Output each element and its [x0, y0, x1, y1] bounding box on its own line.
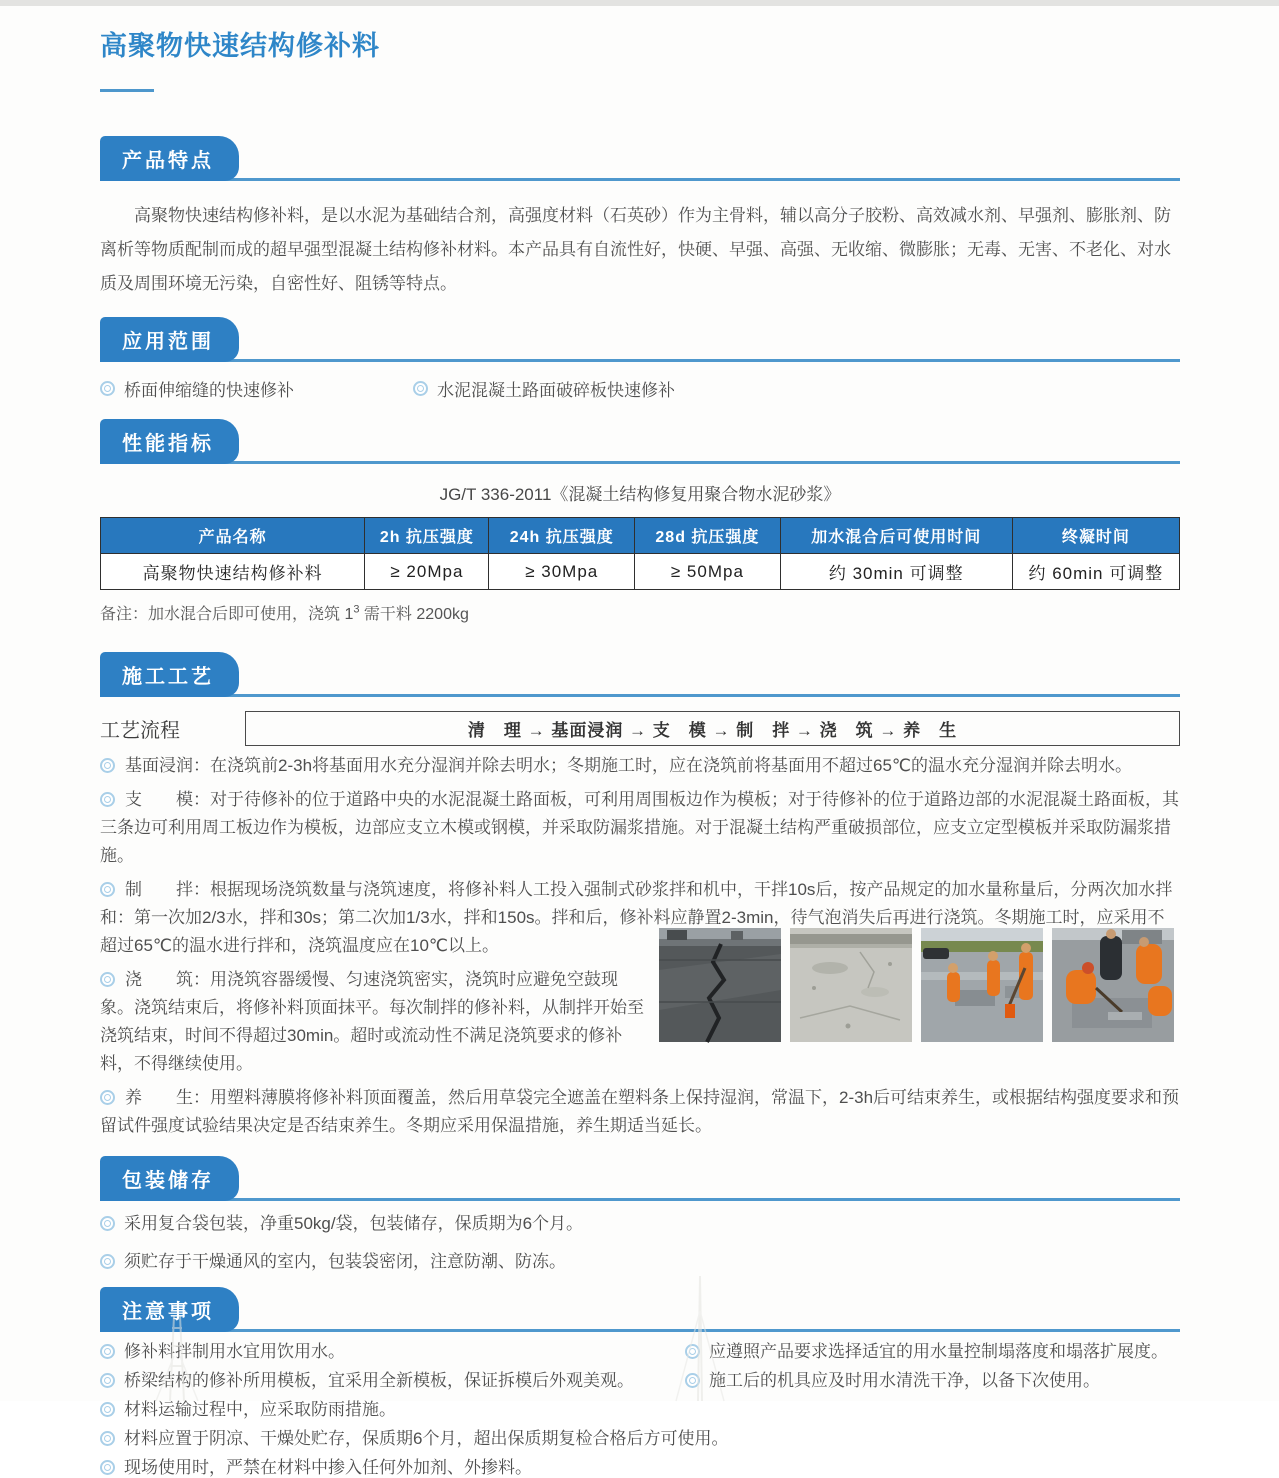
- process-flow-row: [100, 711, 1180, 746]
- notice-text: 材料应置于阴凉、干燥处贮存，保质期6个月，超出保质期复检合格后方可使用。: [124, 1429, 729, 1448]
- section-features: [100, 136, 1180, 301]
- title-underline: [100, 89, 154, 92]
- section-header-rule: [100, 1156, 1180, 1201]
- table-note: [100, 601, 1180, 624]
- ring-bullet-icon: [100, 1402, 115, 1417]
- applications-list: [100, 376, 1180, 401]
- col-header-final-set-time: 终凝时间: [1012, 518, 1179, 554]
- ring-bullet-icon: [100, 758, 115, 773]
- table-row: [101, 554, 1180, 590]
- notice-text: 材料运输过程中，应采取防雨措施。: [124, 1400, 396, 1419]
- notice-text: 应遵照产品要求选择适宜的用水量控制塌落度和塌落扩展度。: [709, 1342, 1168, 1361]
- cell-2h-strength: ≥ 20Mpa: [365, 554, 489, 590]
- packaging-text: 须贮存于干燥通风的室内，包装袋密闭，注意防潮、防冻。: [124, 1252, 566, 1271]
- cell-usable-time: 约 30min 可调整: [780, 554, 1012, 590]
- ring-bullet-icon: [100, 1090, 115, 1105]
- application-label: 桥面伸缩缝的快速修补: [124, 381, 294, 400]
- section-process: [100, 652, 1180, 1140]
- ring-bullet-icon: [685, 1344, 700, 1359]
- section-badge-notices: 注意事项: [100, 1287, 239, 1332]
- section-badge-packaging: 包装储存: [100, 1156, 239, 1201]
- notice-item: [100, 1457, 1180, 1478]
- standard-reference: JG/T 336-2011《混凝土结构修复用聚合物水泥砂浆》: [439, 485, 841, 504]
- notice-text: 修补料拌制用水宜用饮用水。: [124, 1342, 345, 1361]
- notice-item: [100, 1399, 1180, 1420]
- section-performance: [100, 419, 1180, 624]
- col-header-product-name: 产品名称: [101, 518, 365, 554]
- process-step: [100, 1084, 1180, 1140]
- application-label: 水泥混凝土路面破碎板快速修补: [437, 381, 675, 400]
- col-header-28d-strength: 28d 抗压强度: [635, 518, 781, 554]
- ring-bullet-icon: [100, 1216, 115, 1231]
- section-header-rule: [100, 1287, 1180, 1332]
- flow-label: 工艺流程: [100, 720, 180, 742]
- col-header-usable-time: 加水混合后可使用时间: [780, 518, 1012, 554]
- note-text-suffix: 需干料 2200kg: [359, 606, 469, 623]
- notice-text: 现场使用时，严禁在材料中掺入任何外加剂、外掺料。: [124, 1458, 532, 1477]
- ring-bullet-icon: [413, 381, 428, 396]
- photo-damaged-concrete-slab: [790, 928, 912, 1042]
- step-text: 制 拌：根据现场浇筑数量与浇筑速度，将修补料人工投入强制式砂浆拌和机中，干拌10s后，按产品规定的加水量称量后，分两次加水拌和：第一次加2/3水，拌和30s；第二次加1/3水，拌和150s。拌和后，修补料应静置2-3min，待气泡消失后再进行浇筑。冬期施工时，应采用不超过65℃的温水进行拌和，浇筑温度应在10℃以上。: [100, 880, 1173, 955]
- process-step: [100, 752, 1180, 780]
- photo-cracked-pavement: [659, 928, 781, 1042]
- ring-bullet-icon: [100, 1344, 115, 1359]
- ring-bullet-icon: [100, 1254, 115, 1269]
- process-steps: [100, 752, 1180, 1140]
- notice-item: [100, 1341, 685, 1362]
- packaging-item: [100, 1247, 1180, 1277]
- cell-24h-strength: ≥ 30Mpa: [489, 554, 635, 590]
- process-photo-strip: [659, 928, 1174, 1042]
- page-title: 高聚物快速结构修补料: [100, 31, 380, 61]
- cell-final-set-time: 约 60min 可调整: [1012, 554, 1179, 590]
- ring-bullet-icon: [100, 1373, 115, 1388]
- process-step: [100, 786, 1180, 870]
- note-text: 备注：加水混合后即可使用，浇筑 1: [100, 606, 354, 623]
- cell-28d-strength: ≥ 50Mpa: [635, 554, 781, 590]
- section-packaging: [100, 1156, 1180, 1277]
- section-notices: [100, 1287, 1180, 1478]
- step-text: 基面浸润：在浇筑前2-3h将基面用水充分湿润并除去明水；冬期施工时，应在浇筑前将基面用不超过65℃的温水充分湿润并除去明水。: [125, 756, 1133, 775]
- notice-item: [100, 1428, 1180, 1449]
- section-header-rule: [100, 652, 1180, 697]
- section-badge-performance: 性能指标: [100, 419, 239, 464]
- cell-product-name: 高聚物快速结构修补料: [101, 554, 365, 590]
- step-text: 浇 筑：用浇筑容器缓慢、匀速浇筑密实，浇筑时应避免空鼓现象。浇筑结束后，将修补料顶面抹平。每次制拌的修补料，从制拌开始至浇筑结束，时间不得超过30min。超时或流动性不满足浇筑要求的修补料，不得继续使用。: [100, 970, 644, 1073]
- application-item: [100, 376, 413, 401]
- packaging-text: 采用复合袋包装，净重50kg/袋，包装储存，保质期为6个月。: [124, 1214, 584, 1233]
- notice-item: [685, 1341, 1180, 1362]
- photo-road-repair-crew: [921, 928, 1043, 1042]
- notice-text: 桥梁结构的修补所用模板，宜采用全新模板，保证拆模后外观美观。: [124, 1371, 634, 1390]
- features-paragraph: 高聚物快速结构修补料，是以水泥为基础结合剂，高强度材料（石英砂）作为主骨料，辅以高分子胶粉、高效减水剂、早强剂、膨胀剂、防离析等物质配制而成的超早强型混凝土结构修补材料。本产品具有自流性好，快硬、早强、高强、无收缩、微膨胀；无毒、无害、不老化、对水质及周围环境无污染，自密性好、阻锈等特点。: [100, 206, 1171, 293]
- step-text: 养 生：用塑料薄膜将修补料顶面覆盖，然后用草袋完全遮盖在塑料条上保持湿润，常温下，2-3h后可结束养生，或根据结构强度要求和预留试件强度试验结果决定是否结束养生。冬期应采用保温措施，养生期适当延长。: [100, 1088, 1180, 1135]
- packaging-item: [100, 1209, 1180, 1239]
- table-header-row: [101, 518, 1180, 554]
- section-badge-features: 产品特点: [100, 136, 239, 181]
- section-header-rule: [100, 136, 1180, 181]
- ring-bullet-icon: [100, 1431, 115, 1446]
- section-header-rule: [100, 317, 1180, 362]
- ring-bullet-icon: [100, 972, 115, 987]
- ring-bullet-icon: [100, 882, 115, 897]
- ring-bullet-icon: [100, 1460, 115, 1475]
- application-item: [413, 376, 675, 401]
- notice-item: [685, 1370, 1180, 1391]
- notice-text: 施工后的机具应及时用水清洗干净，以备下次使用。: [709, 1371, 1100, 1390]
- ring-bullet-icon: [100, 792, 115, 807]
- col-header-2h-strength: 2h 抗压强度: [365, 518, 489, 554]
- note-superscript: 3: [353, 603, 360, 616]
- section-header-rule: [100, 419, 1180, 464]
- photo-patch-finishing-workers: [1052, 928, 1174, 1042]
- notices-grid: [100, 1341, 1180, 1478]
- step-text: 支 模：对于待修补的位于道路中央的水泥混凝土路面板，可利用周围板边作为模板；对于待修补的位于道路边部的水泥混凝土路面板，其三条边可利用周工板边作为模板，边部应支立木模或钢模，并采取防漏浆措施。对于混凝土结构严重破损部位，应支立定型模板并采取防漏浆措施。: [100, 790, 1179, 865]
- ring-bullet-icon: [685, 1373, 700, 1388]
- flow-diagram: 清 理 → 基面浸润 → 支 模 → 制 拌 → 浇 筑 → 养 生: [245, 711, 1180, 746]
- process-step: [100, 966, 645, 1078]
- section-applications: [100, 317, 1180, 401]
- performance-table: [100, 517, 1180, 590]
- section-badge-process: 施工工艺: [100, 652, 239, 697]
- ring-bullet-icon: [100, 381, 115, 396]
- section-badge-applications: 应用范围: [100, 317, 239, 362]
- col-header-24h-strength: 24h 抗压强度: [489, 518, 635, 554]
- notice-item: [100, 1370, 685, 1391]
